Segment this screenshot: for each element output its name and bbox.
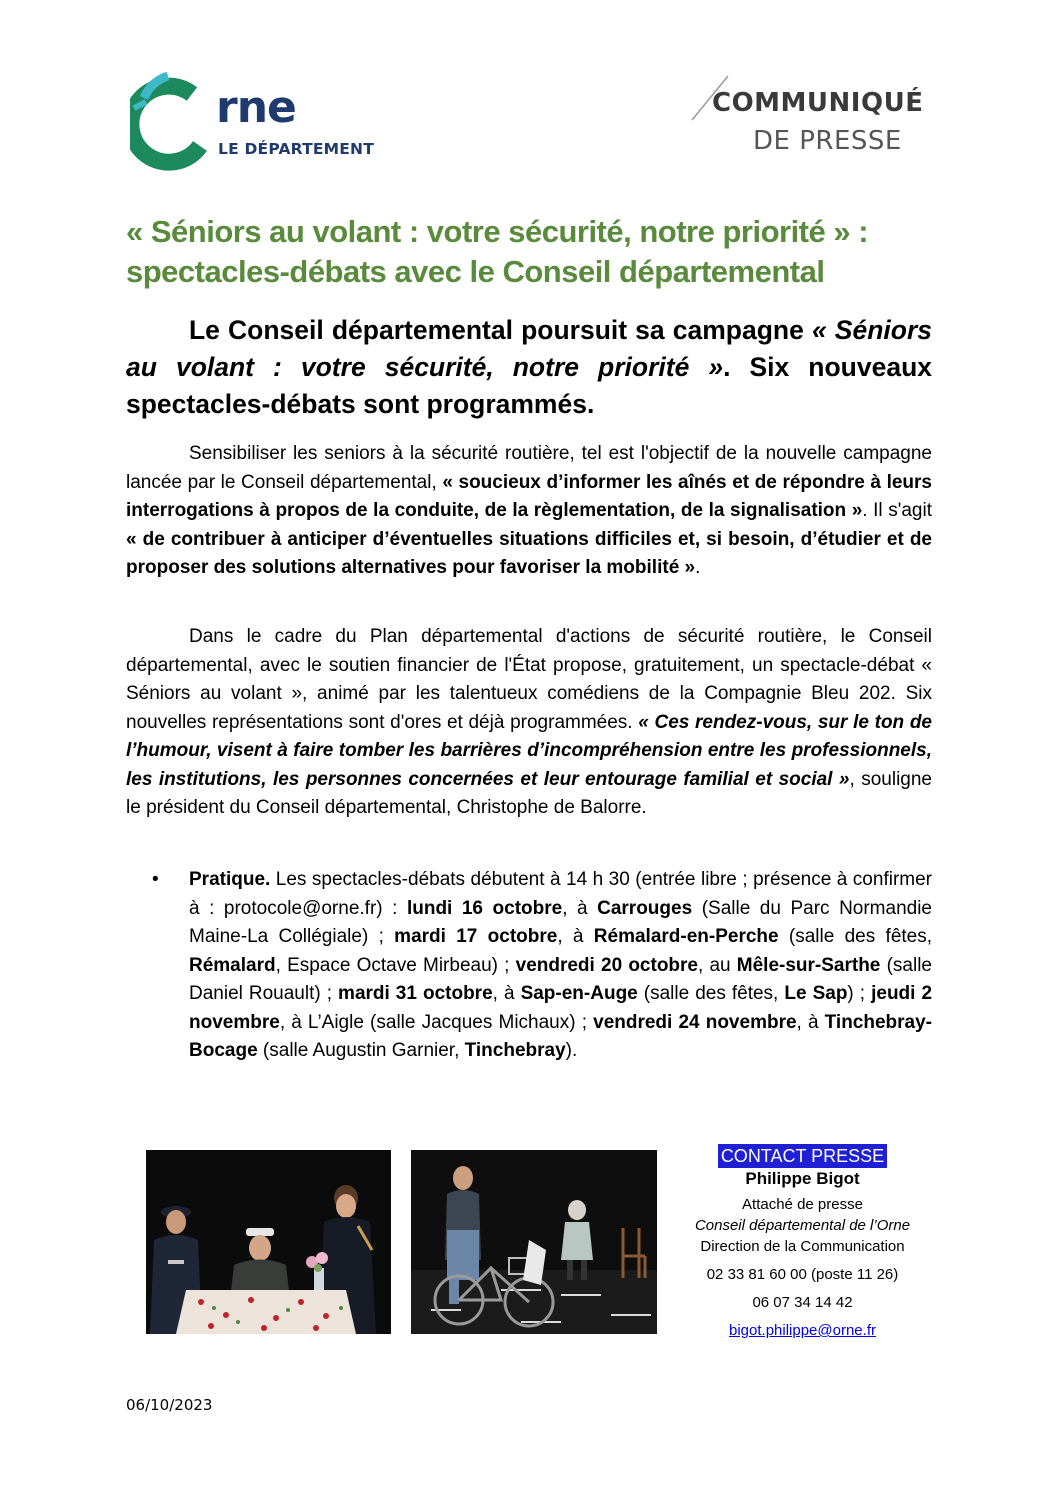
contact-name: Philippe Bigot <box>745 1169 860 1188</box>
event-town: Tinchebray-Bocage <box>189 1011 933 1061</box>
contact-phone-1: 02 33 81 60 00 (poste 11 26) <box>706 1266 899 1283</box>
contact-email-link[interactable]: bigot.philippe@orne.fr <box>729 1322 876 1339</box>
practical-label: Pratique. <box>189 869 271 890</box>
event-town: Mêle-sur-Sarthe <box>736 954 881 976</box>
para1-text-1: Sensibiliser les seniors à la sécurité routière, tel est l'objectif de la nouvelle campagne lancée par le Conseil départemental, <box>126 443 932 493</box>
body-paragraph-2 <box>126 623 932 823</box>
para1-text-2: . Il s'agit <box>862 500 932 521</box>
event-date: vendredi 24 novembre <box>593 1011 797 1033</box>
logo-subtitle: LE DÉPARTEMENT <box>218 140 375 158</box>
contact-organization: Conseil départemental de l’Orne <box>694 1217 911 1234</box>
event-town: Le Sap <box>784 983 848 1004</box>
show-photo-table-scene <box>146 1150 391 1334</box>
logo-wordmark: rne <box>216 82 296 133</box>
press-release-header <box>690 74 924 164</box>
headline <box>126 212 936 292</box>
para1-text-3: . <box>695 557 701 578</box>
practical-info: • Pratique. Les spectacles-débats débutent à 14 h 30 (entrée libre ; présence à confirmer à : protocole@orne.fr) : lundi 16 octobre, à Carrouges (Salle du Parc Normandie Maine-La Collégiale) ; mardi 17 octobre, à Rémalard-en-Perche (salle des fêtes, Rémalard, Espace Octave Mirbeau) ; vendredi 20 octobre, au Mêle-sur-Sarthe (salle Daniel Rouault) ; mardi 31 octobre, à Sap-en-Auge (salle des fêtes, Le Sap) ; jeudi 2 novembre, à L’Aigle (salle Jacques Michaux) ; vendredi 24 novembre, à Tinchebray-Bocage (salle Augustin Garnier, Tinchebray). <box>152 866 932 1066</box>
event-date: jeudi 2 novembre <box>189 983 933 1033</box>
event-town: Tinchebray <box>464 1040 566 1061</box>
lead-text-1: Le Conseil départemental poursuit sa campagne <box>189 315 812 345</box>
press-title-line2: DE PRESSE <box>753 126 902 156</box>
contact-department: Direction de la Communication <box>700 1238 905 1255</box>
press-title-line1: COMMUNIQUÉ <box>712 88 924 118</box>
contact-title: CONTACT PRESSE <box>718 1144 887 1168</box>
event-date: vendredi 20 octobre <box>515 954 698 976</box>
contact-role: Attaché de presse <box>742 1196 863 1213</box>
lead-campaign-name: « Séniors au volant : votre sécurité, notre priorité » <box>126 315 932 382</box>
body-paragraph-1 <box>126 440 932 583</box>
para2-text-2: , souligne le président du Conseil départemental, Christophe de Balorre. <box>126 768 932 818</box>
event-date: mardi 31 octobre <box>338 983 493 1004</box>
headline-line1: « Séniors au volant : votre sécurité, notre priorité » : <box>126 214 869 249</box>
contact-phone-2: 06 07 34 14 42 <box>752 1294 853 1311</box>
show-photo-bicycle-scene <box>411 1150 657 1334</box>
para1-quote-2: « de contribuer à anticiper d’éventuelles situations difficiles et, si besoin, d’étudier et de proposer des solutions alternatives pour favoriser la mobilité » <box>126 528 932 578</box>
lead-paragraph <box>126 312 932 423</box>
para2-president-quote: « Ces rendez-vous, sur le ton de l’humour, visent à faire tomber les barrières d’incompréhension entre les professionnels, les institutions, les personnes concernées et leur entourage familial et social » <box>126 711 932 790</box>
press-contact-block <box>690 1144 915 1341</box>
lead-text-2: . Six nouveaux spectacles-débats sont programmés. <box>126 352 932 419</box>
event-town: Carrouges <box>597 897 693 919</box>
bullet-icon: • <box>152 869 159 890</box>
event-date: lundi 16 octobre <box>406 897 563 919</box>
orne-logo <box>130 68 380 178</box>
para2-text-1: Dans le cadre du Plan départemental d'actions de sécurité routière, le Conseil départemental, avec le soutien financier de l'État propose, gratuitement, un spectacle-débat « Séniors au volant », animé par les talentueux comédiens de la Compagnie Bleu 202. Six nouvelles représentations sont d'ores et déjà programmées. <box>126 626 932 733</box>
event-town: Rémalard-en-Perche <box>593 926 779 947</box>
event-date: mardi 17 octobre <box>394 926 558 947</box>
orne-logo-ring-icon <box>130 68 230 178</box>
event-town: Rémalard <box>189 954 276 976</box>
event-town: Sap-en-Auge <box>520 983 638 1004</box>
publication-date: 06/10/2023 <box>126 1396 213 1414</box>
headline-line2: spectacles-débats avec le Conseil départemental <box>126 254 825 289</box>
para1-quote-1: « soucieux d’informer les aînés et de répondre à leurs interrogations à propos de la conduite, de la règlementation, de la signalisation » <box>126 471 932 521</box>
